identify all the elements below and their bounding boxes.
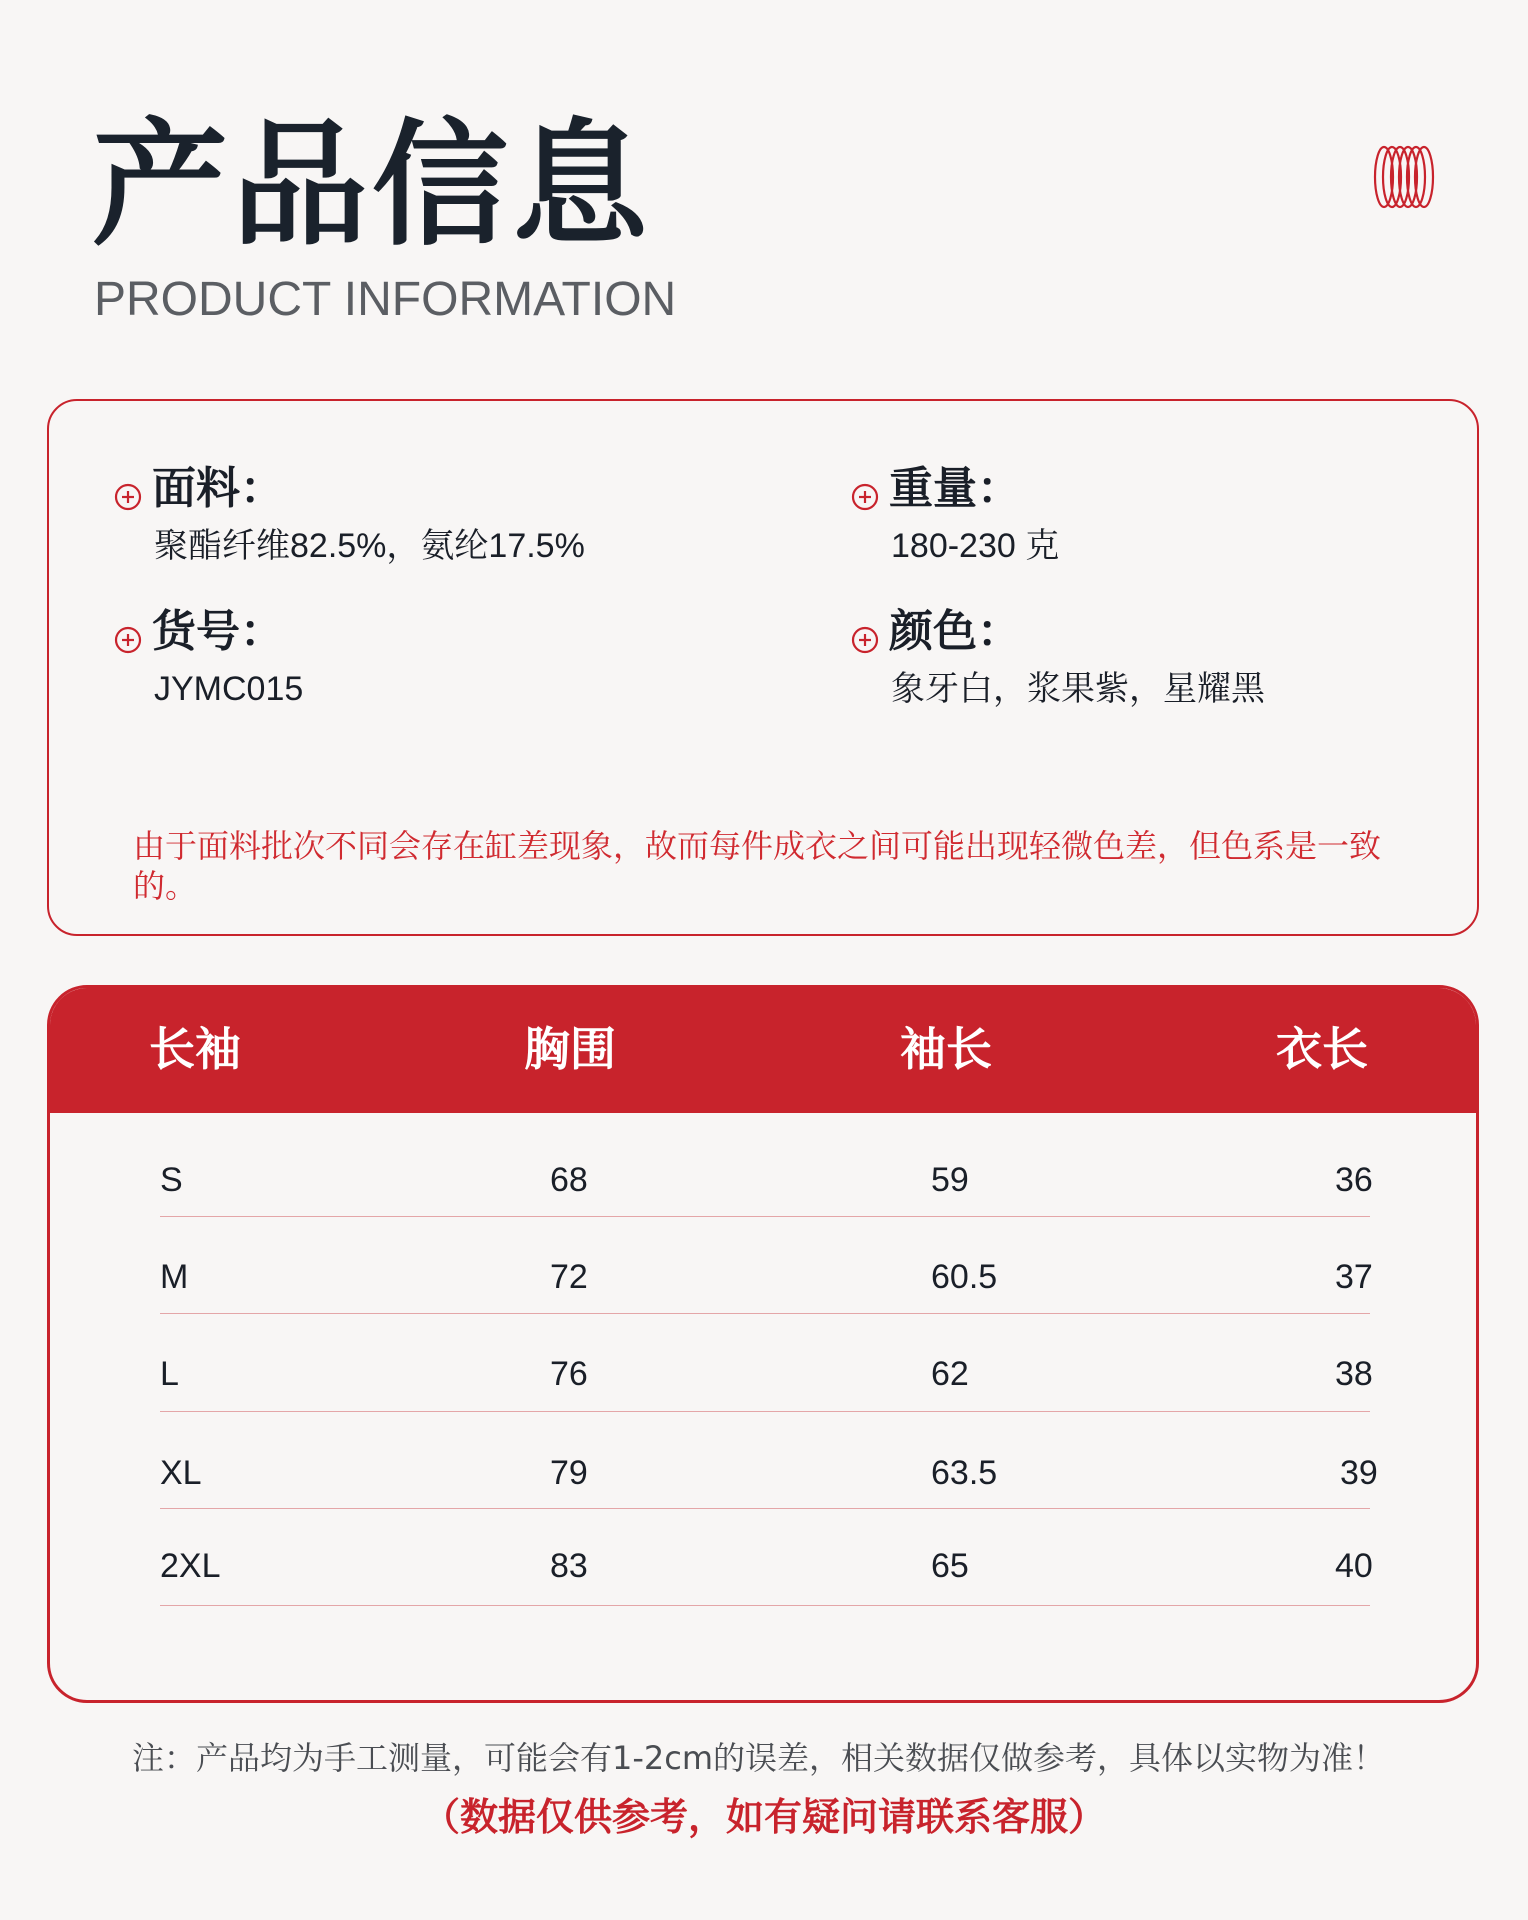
table-cell-length: 40	[1335, 1547, 1373, 1585]
weight-label: 重量：	[889, 463, 1021, 514]
table-cell-length: 37	[1335, 1258, 1373, 1296]
header-sleeve-length: 袖长	[900, 1022, 992, 1076]
size-table-header	[50, 988, 1476, 1113]
table-cell-chest: 79	[550, 1454, 588, 1492]
table-cell-chest: 68	[550, 1161, 588, 1199]
item-no-label: 货号：	[152, 606, 284, 657]
plus-circle-icon	[851, 626, 879, 654]
page-title-en: PRODUCT INFORMATION	[94, 273, 677, 326]
plus-circle-icon	[114, 626, 142, 654]
product-info-box	[47, 399, 1479, 936]
header-chest: 胸围	[524, 1022, 616, 1076]
table-cell-sleeve: 60.5	[931, 1258, 998, 1296]
weight-value: 180-230 克	[891, 527, 1060, 565]
table-cell-sleeve: 63.5	[931, 1454, 998, 1492]
page-title-cn: 产品信息	[92, 107, 652, 265]
plus-circle-icon	[851, 483, 879, 511]
table-row-divider	[160, 1411, 1370, 1412]
fabric-label: 面料：	[152, 463, 284, 514]
table-row-divider	[160, 1216, 1370, 1217]
table-cell-length: 38	[1335, 1355, 1373, 1393]
fabric-value: 聚酯纤维82.5%，氨纶17.5%	[154, 527, 585, 565]
table-cell-size: S	[160, 1161, 183, 1199]
table-cell-size: M	[160, 1258, 189, 1296]
reference-note: （数据仅供参考，如有疑问请联系客服）	[421, 1795, 1106, 1839]
table-cell-length: 36	[1335, 1161, 1373, 1199]
item-no-value: JYMC015	[154, 670, 304, 708]
color-variance-note: 由于面料批次不同会存在缸差现象，故而每件成衣之间可能出现轻微色差，但色系是一致的。	[133, 827, 1382, 905]
table-cell-sleeve: 59	[931, 1161, 969, 1199]
table-cell-sleeve: 62	[931, 1355, 969, 1393]
table-row-divider	[160, 1508, 1370, 1509]
measurement-note: 注：产品均为手工测量，可能会有1-2cm的误差，相关数据仅做参考，具体以实物为准！	[132, 1739, 1386, 1777]
table-cell-chest: 72	[550, 1258, 588, 1296]
coil-spring-icon	[1370, 144, 1440, 210]
table-row-divider	[160, 1605, 1370, 1606]
color-label: 颜色：	[889, 606, 1021, 657]
table-cell-size: L	[160, 1355, 179, 1393]
table-row-divider	[160, 1313, 1370, 1314]
table-cell-size: 2XL	[160, 1547, 221, 1585]
plus-circle-icon	[114, 483, 142, 511]
header-size: 长袖	[149, 1022, 241, 1076]
table-cell-size: XL	[160, 1454, 202, 1492]
table-cell-sleeve: 65	[931, 1547, 969, 1585]
table-cell-chest: 76	[550, 1355, 588, 1393]
size-table	[47, 985, 1479, 1703]
header-body-length: 衣长	[1276, 1022, 1368, 1076]
table-cell-chest: 83	[550, 1547, 588, 1585]
table-cell-length: 39	[1340, 1454, 1378, 1492]
color-value: 象牙白，浆果紫，星耀黑	[891, 670, 1265, 708]
